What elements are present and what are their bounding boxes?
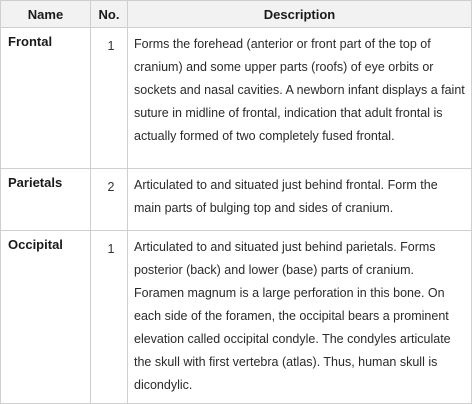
- table-body: [1, 28, 472, 404]
- bone-name: Parietals: [1, 169, 91, 231]
- bone-count: 1: [91, 231, 128, 404]
- bone-description: Forms the forehead (anterior or front part of the top of cranium) and some upper parts (roofs) of eye orbits or sockets and nasal cavities. A newborn infant displays a faint suture in midline of frontal, indication that adult frontal is actually formed of two completely fused frontal.: [128, 28, 472, 169]
- header-name: Name: [1, 1, 91, 28]
- bone-description: Articulated to and situated just behind parietals. Forms posterior (back) and lower (base) parts of cranium. Foramen magnum is a large perforation in this bone. On each side of the foramen, the occipital bears a prominent elevation called occipital condyle. The condyles articulate the skull with first vertebra (atlas). Thus, human skull is dicondylic.: [128, 231, 472, 404]
- table-row: [1, 28, 472, 169]
- bone-name: Occipital: [1, 231, 91, 404]
- table-header: [1, 1, 472, 28]
- bone-name: Frontal: [1, 28, 91, 169]
- bone-count: 2: [91, 169, 128, 231]
- table-row: [1, 231, 472, 404]
- bone-description: Articulated to and situated just behind frontal. Form the main parts of bulging top and sides of cranium.: [128, 169, 472, 231]
- header-description: Description: [128, 1, 472, 28]
- bone-count: 1: [91, 28, 128, 169]
- table-row: [1, 169, 472, 231]
- header-number: No.: [91, 1, 128, 28]
- header-row: [1, 1, 472, 28]
